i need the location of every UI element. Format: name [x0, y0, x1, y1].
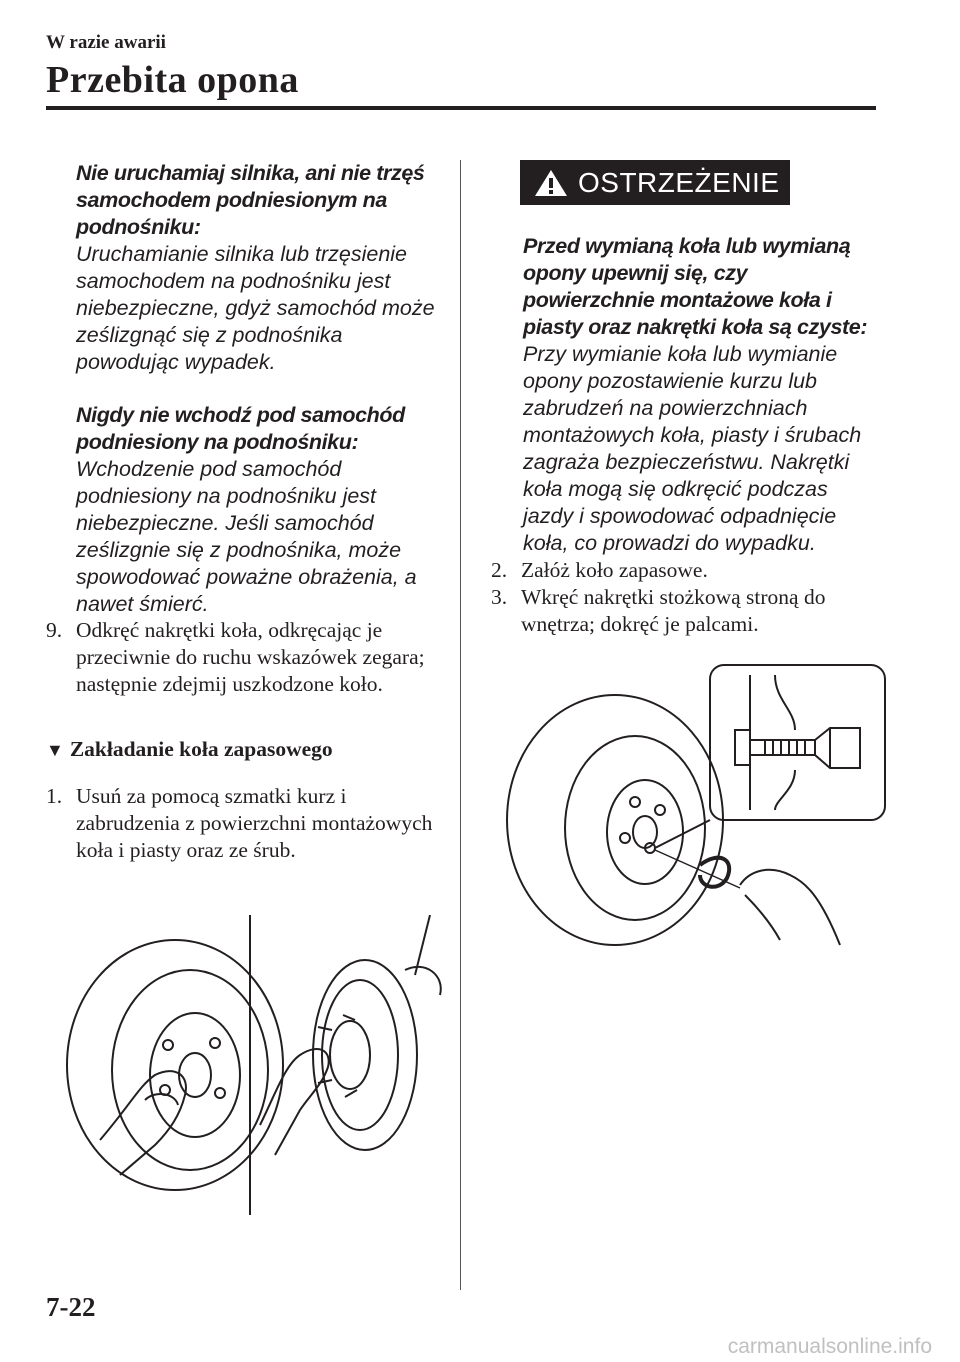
right-warning-text [523, 233, 883, 557]
wheel-disc [150, 1013, 240, 1137]
hand-cleaning-hub [260, 1049, 329, 1155]
subsection-title: Zakładanie koła zapasowego [69, 737, 333, 761]
cloth-fold [145, 1094, 178, 1105]
warning-title-engine: Nie uruchamiaj silnika, ani nie trzęś samochodem podniesionym na podnośniku: [76, 161, 425, 239]
install-steps-left [46, 783, 446, 864]
install-step-2 [491, 557, 871, 584]
rim-outline [112, 970, 268, 1170]
bolt-hole [215, 1088, 225, 1098]
wheel-nut [655, 805, 665, 815]
install-step-3 [491, 584, 871, 638]
wheel-nut [620, 833, 630, 843]
running-header: W razie awarii [46, 32, 166, 53]
wheel-stud [343, 1015, 355, 1020]
suspension [405, 967, 441, 995]
column-divider [460, 160, 461, 1290]
hub [330, 1021, 370, 1089]
bolt-hole [163, 1040, 173, 1050]
title-rule [46, 106, 876, 110]
center-bore [179, 1053, 211, 1097]
page-title: Przebita opona [46, 59, 299, 101]
step-text: Usuń za pomocą szmatki kurz i zabrudzenia z powierzchni montażowych koła i piasty oraz ze śrub. [76, 784, 433, 862]
step-9 [46, 617, 446, 698]
warning-body-under-vehicle: Wchodzenie pod samochód podniesiony na podnośniku jest niebezpieczne. Jeśli samochód ześlizgnie się z podnośnika, może spowodować poważne obrażenia, a nawet śmierć. [76, 457, 417, 616]
install-step-1 [46, 783, 446, 864]
mount-spare-wheel-illustration [495, 660, 890, 950]
warning-body-engine: Uruchamianie silnika lub trzęsienie samochodem na podnośniku jest niebezpieczne, gdyż samochód może ześlizgnąć się z podnośnika powodując wypadek. [76, 242, 435, 374]
warning-triangle-icon [534, 168, 568, 198]
removal-steps [46, 617, 446, 698]
warning-label: OSTRZEŻENIE [578, 166, 780, 198]
step-text: Wkręć nakrętki stożkową stroną do wnętrza; dokręć je palcami. [521, 585, 826, 636]
page-number: 7-22 [46, 1292, 96, 1322]
step-number: 1. [46, 784, 63, 808]
install-steps-right [491, 557, 871, 638]
warning-title-under-vehicle: Nigdy nie wchodź pod samochód podniesiony na podnośniku: [76, 403, 405, 454]
wheel-section-curve [775, 675, 795, 810]
tire-outline [507, 695, 723, 945]
rim-outline [565, 736, 705, 920]
footer-watermark-url: carmanualsonline.info [727, 1335, 932, 1358]
wheel-stud [345, 1090, 357, 1097]
subsection-heading [46, 737, 333, 762]
brake-drum-inner [322, 980, 398, 1130]
cleaning-wheel-hub-illustration [60, 915, 450, 1215]
wheel-nut [630, 797, 640, 807]
step-number: 2. [491, 558, 508, 582]
warning-body-clean-surfaces: Przy wymianie koła lub wymianie opony pozostawienie kurzu lub zabrudzeń na powierzchniach montażowych koła, piasty i śrubach zagraża bezpieczeństwu. Nakrętki koła mogą się odkręcić podczas jazdy i spowodować odpadnięcie koła, co prowadzi do wypadku. [523, 342, 862, 555]
step-number: 3. [491, 585, 508, 609]
step-text: Odkręć nakrętki koła, odkręcając je przeciwnie do ruchu wskazówek zegara; następnie zdejmij uszkodzone koło. [76, 618, 425, 696]
triangle-marker-icon: ▼ [46, 740, 64, 760]
warning-banner [520, 160, 790, 205]
hub-flange [735, 730, 750, 765]
conical-nut [815, 728, 860, 768]
stud-threads [765, 740, 805, 755]
step-number: 9. [46, 618, 63, 642]
hand-finger [745, 895, 780, 940]
warning-title-clean-surfaces: Przed wymianą koła lub wymianą opony upewnij się, czy powierzchnie montażowe koła i piasty oraz nakrętki koła są czyste: [523, 234, 868, 339]
wheel-disc [607, 780, 683, 884]
bolt-hole [210, 1038, 220, 1048]
step-text: Załóż koło zapasowe. [521, 558, 708, 582]
left-warning-text [76, 160, 446, 618]
hand-tightening-nut [740, 870, 840, 945]
